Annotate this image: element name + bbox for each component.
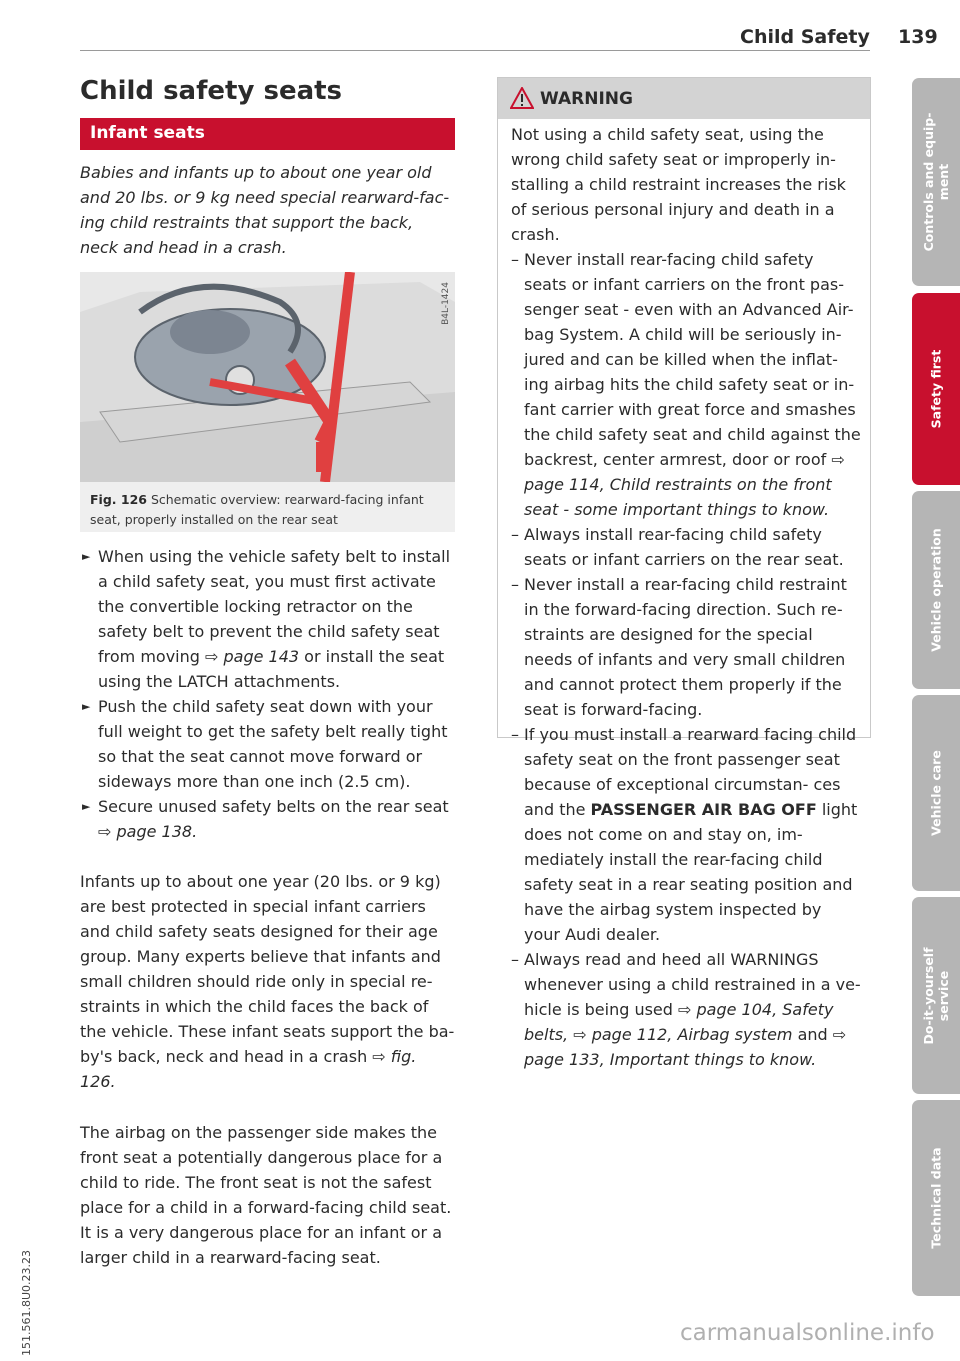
document-id: 151.561.8U0.23.23: [20, 1250, 33, 1357]
warning-item-text: Never install a rear-facing child restraint in the forward-facing direction. Such re- straints are designed for the special needs of infants and very small children and cannot protect them properly if the seat is forward-facing.: [524, 575, 847, 719]
step-item: [80, 544, 455, 694]
page-reference-link[interactable]: ⇨ page 133, Important things to know.: [524, 1025, 847, 1069]
side-tab-vehicle-care[interactable]: [912, 695, 960, 891]
side-tab-controls[interactable]: [912, 78, 960, 286]
warning-body: [511, 122, 861, 1072]
side-tab-label: Technical data: [928, 1147, 944, 1249]
step-text: Push the child safety seat down with your full weight to get the safety belt really tight so that the seat cannot move forward or sideways more than one inch (2.5 cm).: [98, 697, 448, 791]
warning-item-text: Always read and heed all WARNINGS whenever using a child restrained in a ve- hicle is being used: [524, 950, 861, 1019]
figure-infant-seat: [80, 272, 455, 482]
side-tab-vehicle-operation[interactable]: [912, 491, 960, 689]
triangle-bullet-icon: ►: [82, 550, 91, 563]
paragraph-airbag: The airbag on the passenger side makes the front seat a potentially dangerous place for a child to ride. The front seat is not the safest place for a child in a forward-facing child seat. It is a very dangerous place for an infant or a larger child in a rearward-facing seat.: [80, 1123, 452, 1267]
step-item: [80, 794, 455, 844]
figure-code: B4L-1424: [441, 282, 451, 325]
page-number: 139: [898, 26, 938, 48]
page-reference-link[interactable]: ⇨ page 143: [205, 647, 300, 666]
side-tab-label: Vehicle care: [928, 750, 944, 836]
watermark: carmanualsonline.info: [680, 1320, 935, 1346]
warning-intro: Not using a child safety seat, using the wrong child safety seat or improperly in- stalling a child restraint increases the risk of serious personal injury and death in a crash.: [511, 125, 846, 244]
warning-item: – If you must install a rearward facing child safety seat on the front passenger seat because of exceptional circumstan- ces and the PASSENGER AIR BAG OFF light does not come on and stay on, im- mediately install the rear-facing child safety seat in a rear seating position and have the airbag system inspected by your Audi dealer.: [511, 725, 858, 944]
figure-caption-box: [80, 482, 455, 532]
warning-item: – Never install rear-facing child safety seats or infant carriers on the front pas- senger seat - even with an Advanced Air- bag System. A child will be seriously in- jured and can be killed when the inflat- ing airbag hits the child safety seat or in- fant carrier with great force and smashes the child safety seat and child against the backrest, center armrest, door or roof ⇨ page 114, Child restraints on the front seat - some important things to know.: [511, 250, 861, 519]
step-text: When using the vehicle safety belt to install a child safety seat, you must first activate the convertible locking retractor on the safety belt to prevent the child safety seat from moving: [98, 547, 451, 666]
step-item: [80, 694, 455, 794]
figure-caption-text: Schematic overview: rearward-facing infant seat, properly installed on the rear seat: [90, 492, 424, 527]
side-tab-label: Controls and equip- ment: [921, 112, 951, 252]
side-tab-technical-data[interactable]: [912, 1100, 960, 1296]
page-reference-link[interactable]: ⇨ page 138.: [98, 822, 198, 841]
page-reference-link[interactable]: ⇨ page 114, Child restraints on the front seat - some important things to know.: [524, 450, 845, 519]
side-tab-label: Vehicle operation: [928, 528, 944, 652]
warning-item-bold: PASSENGER AIR BAG OFF: [590, 800, 817, 819]
warning-box: [497, 77, 871, 1069]
subheading-bar: [80, 118, 455, 150]
triangle-bullet-icon: ►: [82, 800, 91, 813]
subheading: Infant seats: [90, 123, 205, 143]
section-heading: Child safety seats: [80, 76, 343, 106]
side-tab-do-it-yourself[interactable]: [912, 897, 960, 1094]
triangle-bullet-icon: ►: [82, 700, 91, 713]
warning-title: WARNING: [540, 89, 633, 109]
warning-item: – Never install a rear-facing child restraint in the forward-facing direction. Such re- straints are designed for the special needs of infants and very small children and cannot protect them properly if the seat is forward-facing.: [511, 575, 847, 719]
warning-item-text: and: [792, 1025, 833, 1044]
infant-seat-illustration: [80, 272, 455, 482]
side-tab-safety-first[interactable]: [912, 293, 960, 485]
warning-item-text: Never install rear-facing child safety seats or infant carriers on the front pas- senger seat - even with an Advanced Air- bag System. A child will be seriously in- jured and can be killed when the inflat- ing airbag hits the child safety seat or in- fant carrier with great force and smashes the child safety seat and child against the backrest, center armrest, door or roof: [524, 250, 861, 469]
warning-item: – Always install rear-facing child safety seats or infant carriers on the rear seat.: [511, 525, 844, 569]
header-title: Child Safety: [740, 26, 870, 48]
side-tab-label: Do-it-yourself service: [921, 946, 951, 1045]
warning-item: – Always read and heed all WARNINGS whenever using a child restrained in a ve- hicle is being used ⇨ page 104, Safety belts, ⇨ page 112, Airbag system and ⇨ page 133, Important things to know.: [511, 950, 861, 1069]
header-divider: [80, 50, 870, 51]
warning-triangle-icon: [510, 87, 534, 109]
warning-item-text: light does not come on and stay on, im- mediately install the rear-facing child safety seat in a rear seating position and have the airbag system inspected by your Audi dealer.: [524, 800, 858, 944]
warning-item-text: Always install rear-facing child safety seats or infant carriers on the rear seat.: [524, 525, 844, 569]
figure-reference-link[interactable]: ⇨ fig. 126.: [80, 1047, 417, 1091]
step-text: Secure unused safety belts on the rear seat: [98, 797, 449, 816]
warning-header: [498, 78, 870, 119]
step-text-after: or install the seat using the LATCH attachments.: [98, 647, 445, 691]
figure-caption: [90, 490, 450, 530]
intro-text: Babies and infants up to about one year old and 20 lbs. or 9 kg need special rearward-fac- ing child restraints that support the back, neck and head in a crash.: [80, 163, 450, 257]
page-reference-link[interactable]: ⇨ page 104, Safety belts, ⇨ page 112, Airbag system: [524, 1000, 834, 1044]
steps-list: [80, 544, 455, 844]
warning-item-text: If you must install a rearward facing child safety seat on the front passenger seat because of exceptional circumstan- ces and the: [524, 725, 857, 819]
paragraph-text: Infants up to about one year (20 lbs. or 9 kg) are best protected in special infant carriers and child safety seats designed for their age group. Many experts believe that infants and small children should ride only in special re- straints in which the child faces the back of the vehicle. These infant seats support the ba- by's back, neck and head in a crash: [80, 872, 455, 1066]
side-tab-label: Safety first: [928, 349, 944, 429]
figure-label: Fig. 126: [90, 492, 147, 507]
paragraph-infants: [80, 869, 455, 1094]
